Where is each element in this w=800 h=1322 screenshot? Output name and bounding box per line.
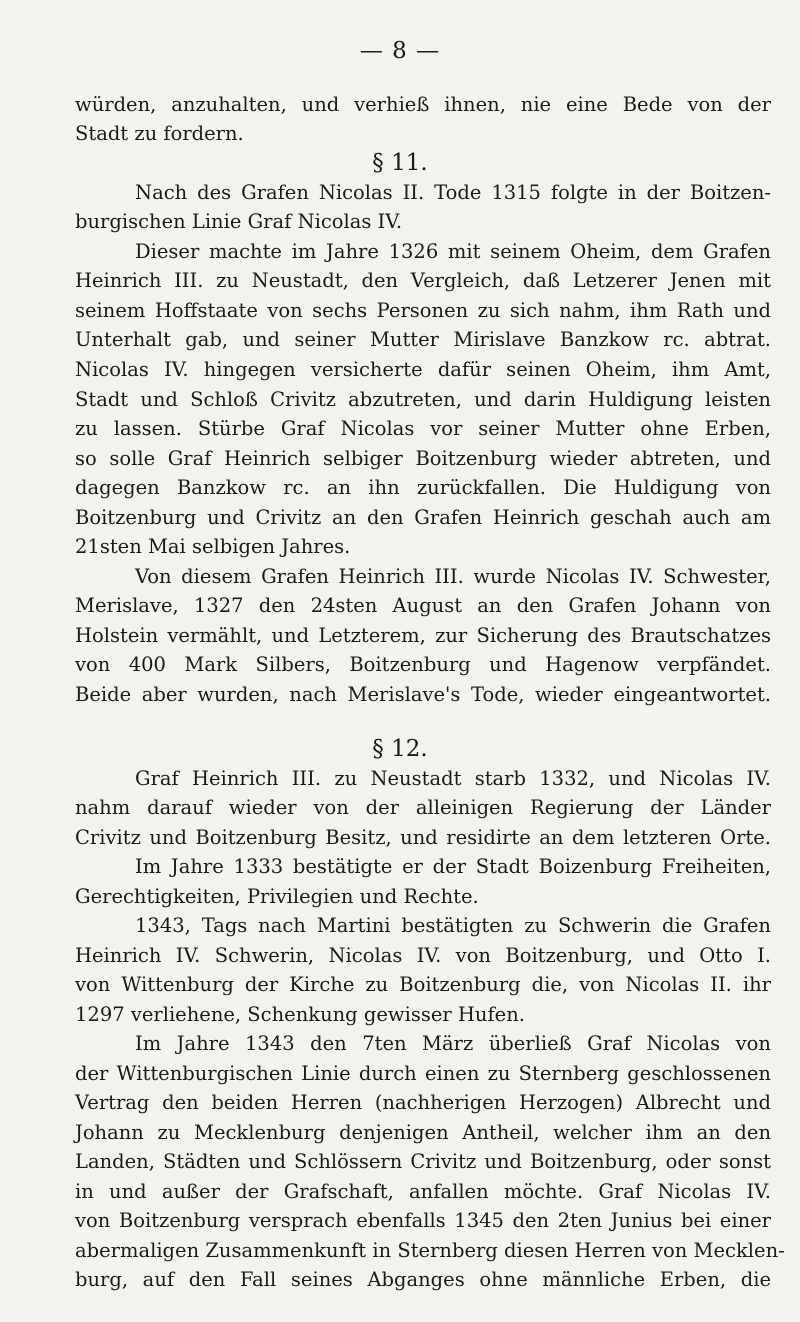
- paragraph-first-line: Von diesem Grafen Heinrich III. wurde Nicolas IV. Schwester,: [135, 565, 771, 588]
- text-line: Holstein vermählt, und Letzterem, zur Sicherung des Brautschatzes: [75, 624, 771, 647]
- text-line: 21sten Mai selbigen Jahres.: [75, 535, 351, 558]
- paragraph-first-line: Dieser machte im Jahre 1326 mit seinem Oheim, dem Grafen: [135, 240, 771, 263]
- text-line: abermaligen Zusammenkunft in Sternberg diesen Herren von Mecklen-: [75, 1239, 785, 1262]
- text-line: von Boitzenburg versprach ebenfalls 1345 den 2ten Junius bei einer: [75, 1209, 771, 1232]
- paragraph-first-line: Graf Heinrich III. zu Neustadt starb 1332, und Nicolas IV.: [135, 767, 771, 790]
- text-line: der Wittenburgischen Linie durch einen zu Sternberg geschlossenen: [75, 1062, 771, 1085]
- text-line: seinem Hoffstaate von sechs Personen zu sich nahm, ihm Rath und: [75, 299, 771, 322]
- section-heading: § 11.: [372, 150, 428, 176]
- page-number: — 8 —: [359, 38, 441, 64]
- text-line: Crivitz und Boitzenburg Besitz, und residirte an dem letzteren Orte.: [75, 826, 771, 849]
- paragraph-first-line: Im Jahre 1343 den 7ten März überließ Graf Nicolas von: [135, 1032, 771, 1055]
- text-line: Nicolas IV. hingegen versicherte dafür seinen Oheim, ihm Amt,: [75, 358, 771, 381]
- text-line: Heinrich III. zu Neustadt, den Vergleich, daß Letzerer Jenen mit: [75, 269, 771, 292]
- text-line: so solle Graf Heinrich selbiger Boitzenburg wieder abtreten, und: [75, 447, 771, 470]
- text-line: zu lassen. Stürbe Graf Nicolas vor seiner Mutter ohne Erben,: [75, 417, 771, 440]
- text-line: von 400 Mark Silbers, Boitzenburg und Hagenow verpfändet.: [75, 653, 771, 676]
- text-line: Johann zu Mecklenburg denjenigen Antheil, welcher ihm an den: [75, 1121, 771, 1144]
- text-line: Merislave, 1327 den 24sten August an den Grafen Johann von: [75, 594, 771, 617]
- text-line: 1297 verliehene, Schenkung gewisser Hufen.: [75, 1003, 525, 1026]
- text-line: in und außer der Grafschaft, anfallen möchte. Graf Nicolas IV.: [75, 1180, 771, 1203]
- text-line: Beide aber wurden, nach Merislave's Tode, wieder eingeantwortet.: [75, 683, 771, 706]
- text-line: Unterhalt gab, und seiner Mutter Mirislave Banzkow rc. abtrat.: [75, 328, 771, 351]
- text-line: Stadt und Schloß Crivitz abzutreten, und darin Huldigung leisten: [75, 388, 771, 411]
- text-line: Gerechtigkeiten, Privilegien und Rechte.: [75, 885, 479, 908]
- text-line: burg, auf den Fall seines Abganges ohne männliche Erben, die: [75, 1268, 771, 1291]
- text-line: dagegen Banzkow rc. an ihn zurückfallen. Die Huldigung von: [75, 476, 771, 499]
- section-heading: § 12.: [372, 736, 428, 762]
- text-line: Stadt zu fordern.: [75, 122, 244, 145]
- text-line: nahm darauf wieder von der alleinigen Regierung der Länder: [75, 796, 771, 819]
- text-line: Vertrag den beiden Herren (nachherigen Herzogen) Albrecht und: [75, 1091, 771, 1114]
- text-line: würden, anzuhalten, und verhieß ihnen, nie eine Bede von der: [75, 93, 771, 116]
- text-line: Boitzenburg und Crivitz an den Grafen Heinrich geschah auch am: [75, 506, 771, 529]
- text-line: Heinrich IV. Schwerin, Nicolas IV. von Boitzenburg, und Otto I.: [75, 944, 771, 967]
- paragraph-first-line: Im Jahre 1333 bestätigte er der Stadt Boizenburg Freiheiten,: [135, 855, 771, 878]
- text-line: Landen, Städten und Schlössern Crivitz und Boitzenburg, oder sonst: [75, 1150, 771, 1173]
- paragraph-first-line: 1343, Tags nach Martini bestätigten zu Schwerin die Grafen: [135, 914, 771, 937]
- text-line: von Wittenburg der Kirche zu Boitzenburg die, von Nicolas II. ihr: [75, 973, 771, 996]
- paragraph-first-line: Nach des Grafen Nicolas II. Tode 1315 folgte in der Boitzen-: [135, 181, 771, 204]
- text-line: burgischen Linie Graf Nicolas IV.: [75, 210, 403, 233]
